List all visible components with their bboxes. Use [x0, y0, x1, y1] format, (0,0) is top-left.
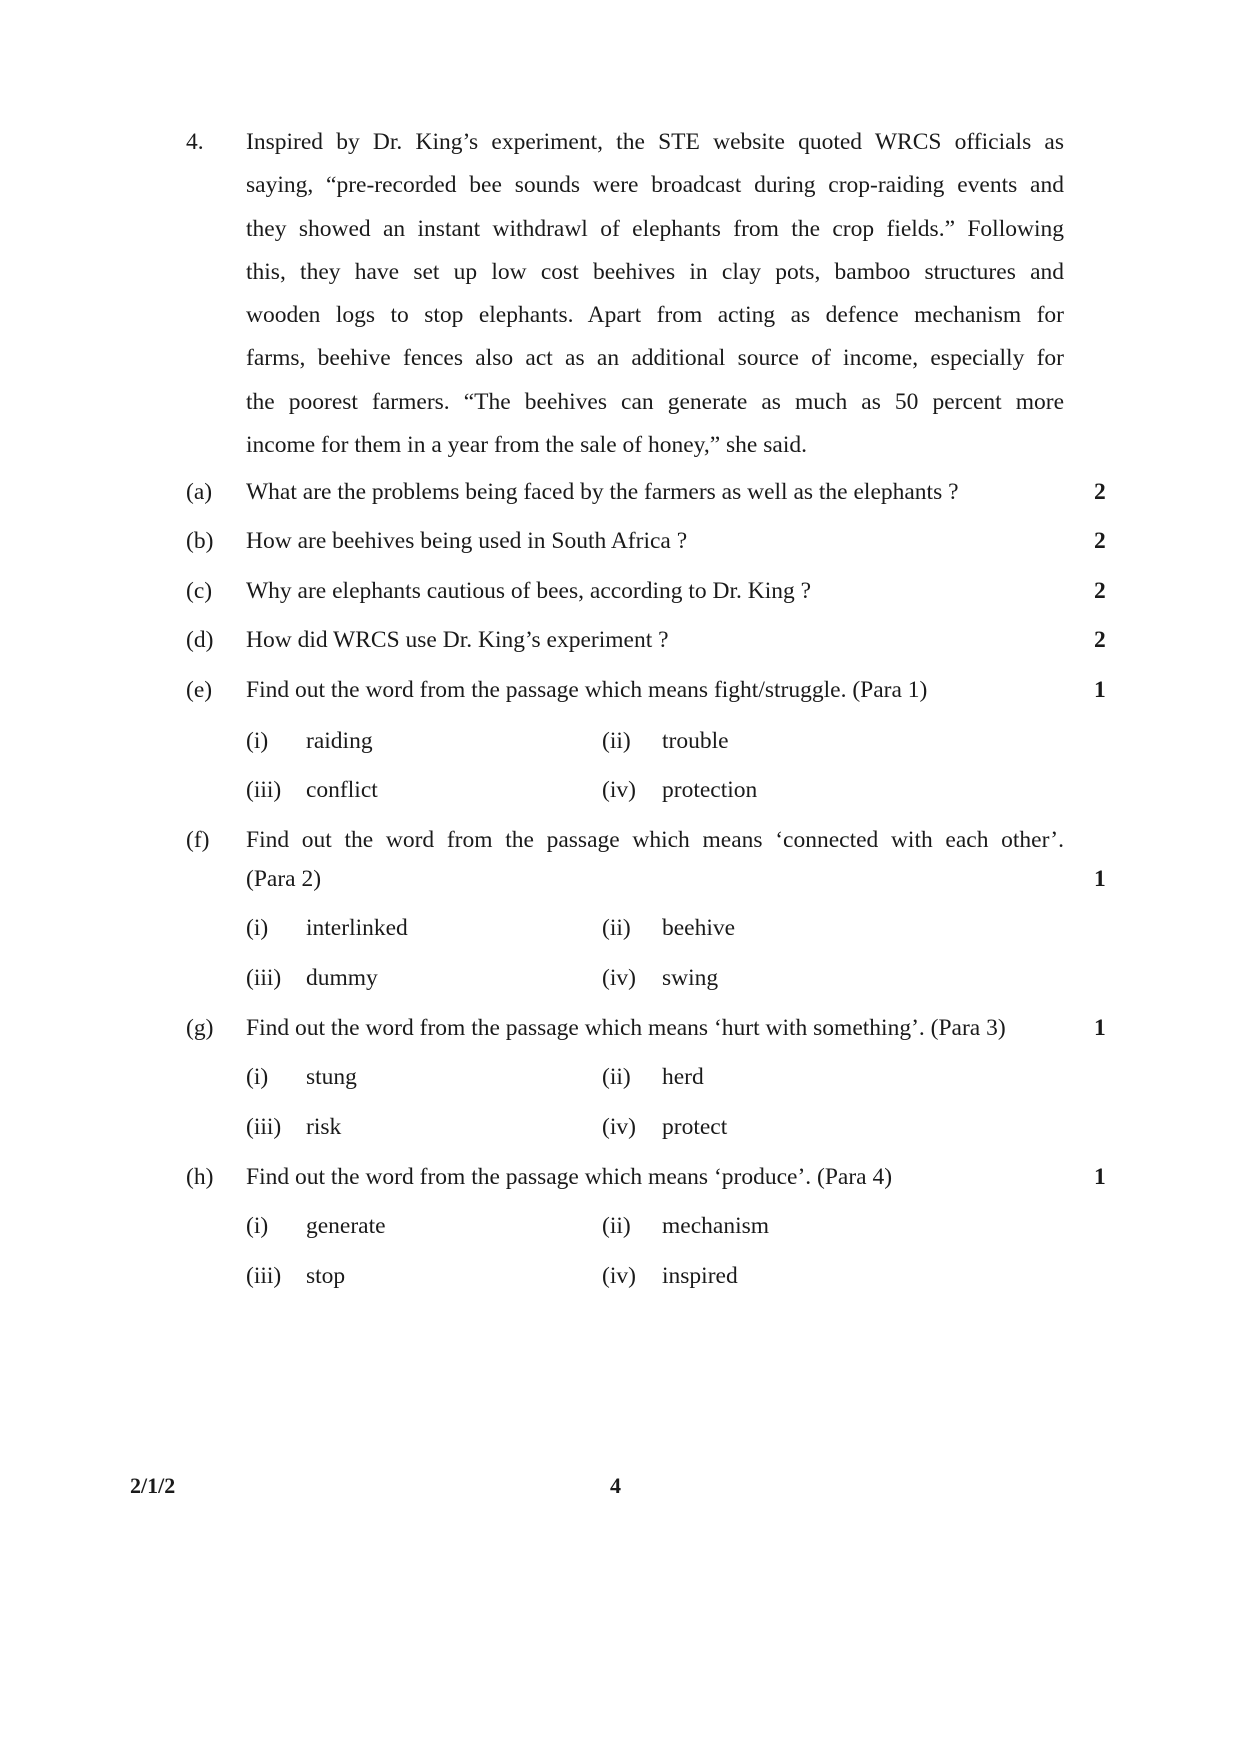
question-d [0, 620, 1241, 660]
paragraph-line: farms, beehive fences also act as an additional source of income, especially for [246, 345, 1064, 372]
question-text: How are beehives being used in South Africa ? [246, 528, 688, 554]
options-row [0, 1206, 1241, 1246]
paragraph-line: the poorest farmers. “The beehives can generate as much as 50 percent more [246, 388, 1064, 415]
options-row [0, 1256, 1241, 1296]
options-row [0, 958, 1241, 998]
options-row [0, 1057, 1241, 1097]
option-text: herd [662, 1064, 704, 1090]
option-text: generate [306, 1213, 386, 1239]
option-text: dummy [306, 965, 378, 991]
option-number: (iii) [246, 1263, 282, 1289]
question-label: (h) [186, 1164, 214, 1190]
question-b [0, 521, 1241, 561]
option-number: (i) [246, 1064, 269, 1090]
option-number: (iii) [246, 1114, 282, 1140]
question-text: How did WRCS use Dr. King’s experiment ? [246, 627, 669, 653]
question-e [0, 670, 1241, 710]
question-text: Find out the word from the passage which means ‘hurt with something’. (Para 3) [246, 1015, 1006, 1041]
question-marks: 1 [1094, 1164, 1106, 1190]
option-number: (iv) [602, 965, 636, 991]
question-marks: 1 [1094, 866, 1106, 892]
option-text: protect [662, 1114, 728, 1140]
paper-code: 2/1/2 [130, 1473, 176, 1498]
question-a [0, 472, 1241, 512]
option-number: (i) [246, 728, 269, 754]
option-number: (ii) [602, 728, 631, 754]
option-number: (iii) [246, 965, 282, 991]
question-h [0, 1157, 1241, 1197]
question-label: (e) [186, 677, 213, 703]
question-marks: 2 [1094, 627, 1106, 653]
question-label: (f) [186, 827, 210, 853]
question-label: (d) [186, 627, 214, 653]
option-text: swing [662, 965, 719, 991]
question-marks: 1 [1094, 1015, 1106, 1041]
question-f [0, 820, 1241, 860]
option-text: raiding [306, 728, 373, 754]
option-text: inspired [662, 1263, 738, 1289]
options-row [0, 721, 1241, 761]
paragraph-line: wooden logs to stop elephants. Apart from acting as defence mechanism for [246, 302, 1064, 329]
paragraph-number: 4. [186, 129, 204, 155]
option-text: trouble [662, 728, 729, 754]
option-number: (ii) [602, 1213, 631, 1239]
question-label: (b) [186, 528, 214, 554]
question-marks: 2 [1094, 479, 1106, 505]
option-number: (ii) [602, 1064, 631, 1090]
question-g [0, 1008, 1241, 1048]
option-text: stop [306, 1263, 346, 1289]
option-text: interlinked [306, 915, 408, 941]
option-number: (iv) [602, 777, 636, 803]
question-marks: 2 [1094, 528, 1106, 554]
option-number: (iii) [246, 777, 282, 803]
passage-paragraph [246, 121, 1064, 467]
paragraph-line: they showed an instant withdrawl of elephants from the crop fields.” Following [246, 215, 1064, 242]
question-marks: 1 [1094, 677, 1106, 703]
options-row [0, 908, 1241, 948]
paragraph-line: income for them in a year from the sale of honey,” she said. [246, 432, 807, 459]
page-number: 4 [610, 1473, 621, 1498]
options-row [0, 770, 1241, 810]
question-text: (Para 2) [246, 866, 322, 892]
paragraph-line: saying, “pre-recorded bee sounds were broadcast during crop-raiding events and [246, 172, 1064, 199]
option-text: conflict [306, 777, 378, 803]
paragraph-line: Inspired by Dr. King’s experiment, the STE website quoted WRCS officials as [246, 129, 1064, 155]
option-number: (i) [246, 1213, 269, 1239]
option-number: (i) [246, 915, 269, 941]
option-number: (iv) [602, 1263, 636, 1289]
question-text: Why are elephants cautious of bees, according to Dr. King ? [246, 578, 812, 604]
option-text: stung [306, 1064, 357, 1090]
option-number: (ii) [602, 915, 631, 941]
question-text: Find out the word from the passage which means fight/struggle. (Para 1) [246, 677, 928, 703]
question-text: Find out the word from the passage which means ‘connected with each other’. [246, 827, 1064, 853]
question-label: (g) [186, 1015, 214, 1041]
option-text: mechanism [662, 1213, 770, 1239]
option-text: risk [306, 1114, 342, 1140]
option-text: beehive [662, 915, 736, 941]
question-c [0, 571, 1241, 611]
question-label: (a) [186, 479, 213, 505]
question-marks: 2 [1094, 578, 1106, 604]
question-text: What are the problems being faced by the farmers as well as the elephants ? [246, 479, 959, 505]
option-text: protection [662, 777, 758, 803]
paragraph-line: this, they have set up low cost beehives in clay pots, bamboo structures and [246, 258, 1064, 285]
question-f-continued [0, 859, 1241, 899]
question-label: (c) [186, 578, 213, 604]
option-number: (iv) [602, 1114, 636, 1140]
question-text: Find out the word from the passage which means ‘produce’. (Para 4) [246, 1164, 893, 1190]
options-row [0, 1107, 1241, 1147]
